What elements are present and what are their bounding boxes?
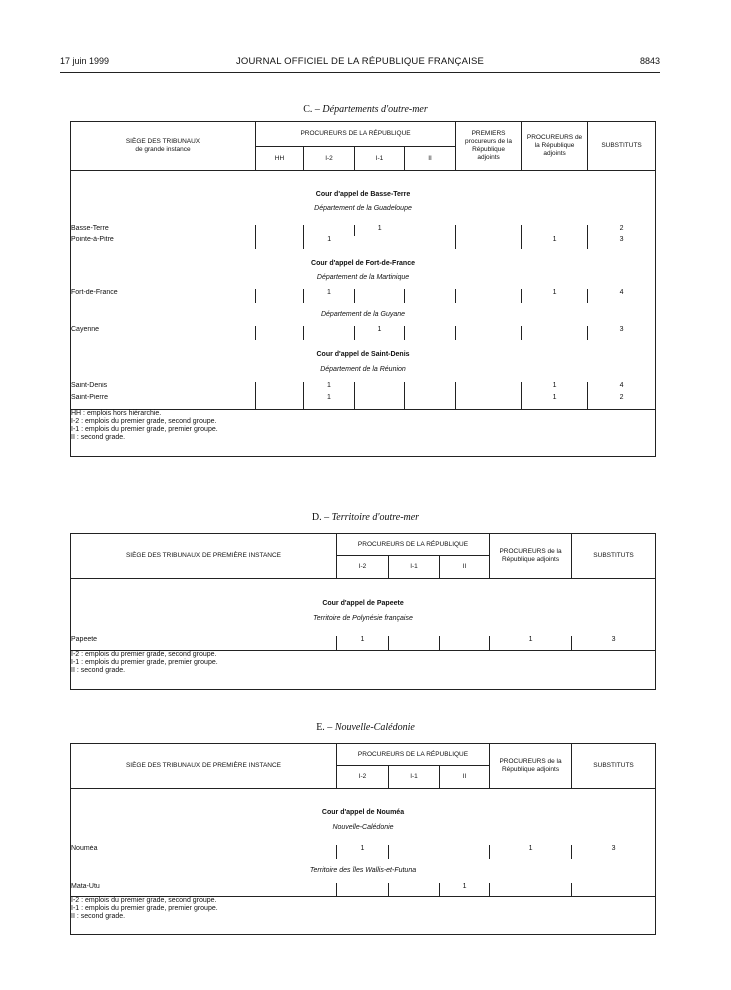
row-name: Papeete [71, 635, 98, 643]
row-name: Basse-Terre [71, 224, 109, 232]
col-i2: I-2 [337, 556, 389, 579]
row-name: Fort-de-France [71, 288, 118, 296]
cell-adj: 1 [522, 289, 588, 303]
court-saint-denis-label: Cour d'appel de Saint-Denis [316, 350, 410, 358]
col-substituts: SUBSTITUTS [572, 744, 656, 789]
table-e [70, 743, 656, 935]
cell-i2: 1 [304, 394, 355, 410]
col-i2: I-2 [304, 147, 355, 171]
note-line: I-2 : emplois du premier grade, second groupe. [71, 897, 217, 904]
section-c-title [0, 104, 731, 115]
note-line: II : second grade. [71, 667, 126, 674]
cell-adj: 1 [522, 382, 588, 394]
notes-c [71, 410, 656, 457]
court-fort-de-france [71, 249, 656, 267]
cell-sub: 4 [588, 289, 656, 303]
table-row [71, 382, 656, 394]
court-fort-de-france-label: Cour d'appel de Fort-de-France [311, 259, 415, 267]
col-i2: I-2 [337, 766, 389, 789]
cell-sub: 3 [588, 326, 656, 340]
cell-i2: 1 [304, 382, 355, 394]
col-ii: II [405, 147, 456, 171]
note-line: I-1 : emplois du premier grade, premier groupe. [71, 905, 218, 912]
row-name: Saint-Pierre [71, 393, 108, 401]
table-row [71, 845, 656, 859]
notes-e [71, 897, 656, 935]
cell-i2: 1 [337, 845, 389, 859]
section-d-title-text: Territoire d'outre-mer [331, 512, 420, 523]
court-papeete-label: Cour d'appel de Papeete [322, 599, 404, 607]
col-siege-label: SIÈGE DES TRIBUNAUX [125, 138, 201, 146]
col-i1: I-1 [389, 766, 440, 789]
note-line: I-2 : emplois du premier grade, second groupe. [71, 651, 217, 658]
col-adjoints: PROCUREURS de la République adjoints [490, 534, 572, 579]
note-line: II : second grade. [71, 434, 126, 441]
dept-polynesie: Territoire de Polynésie française [313, 614, 413, 622]
section-e-title [0, 722, 731, 733]
col-substituts: SUBSTITUTS [572, 534, 656, 579]
table-d [70, 533, 656, 690]
dept-wallis-futuna: Territoire des îles Wallis-et-Futuna [309, 867, 417, 874]
header-date: 17 juin 1999 [60, 56, 110, 66]
court-noumea [71, 809, 656, 824]
cell-sub: 2 [588, 394, 656, 410]
court-basse-terre [71, 191, 656, 205]
court-saint-denis [71, 340, 656, 358]
cell-i2: 1 [337, 636, 389, 651]
court-basse-terre-label: Cour d'appel de Basse-Terre [315, 190, 411, 198]
col-adjoints: PROCUREURS de la République adjoints [490, 744, 572, 789]
note-line: II : second grade. [71, 913, 126, 920]
cell-adj: 1 [490, 636, 572, 651]
table-row [71, 236, 656, 249]
section-d-prefix: D. – [311, 512, 332, 523]
dept-martinique: Département de la Martinique [316, 274, 410, 281]
section-e-title-text: Nouvelle-Calédonie [334, 722, 415, 733]
col-adjoints: PROCUREURS de la République adjoints [522, 122, 588, 171]
col-siege: SIÈGE DES TRIBUNAUX DE PREMIÈRE INSTANCE [71, 534, 337, 579]
row-name: Pointe-à-Pitre [71, 235, 114, 243]
dept-reunion: Département de la Réunion [320, 366, 406, 373]
col-procureurs: PROCUREURS DE LA RÉPUBLIQUE [337, 744, 490, 766]
cell-sub: 2 [588, 225, 656, 236]
cell-sub: 3 [572, 845, 656, 859]
section-e-prefix: E. – [316, 722, 335, 733]
col-i1: I-1 [355, 147, 405, 171]
note-line: I-1 : emplois du premier grade, premier groupe. [71, 426, 218, 433]
col-siege: SIÈGE DES TRIBUNAUX DE PREMIÈRE INSTANCE [71, 744, 337, 789]
court-noumea-label: Cour d'appel de Nouméa [321, 808, 405, 816]
col-premiers: PREMIERS procureurs de la République adjoints [456, 122, 522, 171]
cell-adj: 1 [490, 845, 572, 859]
cell-i1: 1 [355, 225, 405, 236]
court-papeete [71, 600, 656, 615]
section-c-title-text: Départements d'outre-mer [322, 104, 428, 115]
page-header [60, 56, 660, 73]
header-title: JOURNAL OFFICIEL DE LA RÉPUBLIQUE FRANÇAISE [235, 56, 485, 67]
cell-i2: 1 [304, 236, 355, 249]
section-c-prefix: C. – [303, 104, 323, 115]
cell-adj: 1 [522, 394, 588, 410]
table-row [71, 289, 656, 303]
col-i1: I-1 [389, 556, 440, 579]
col-ii: II [440, 766, 490, 789]
row-name: Saint-Denis [71, 381, 108, 389]
cell-i1: 1 [355, 326, 405, 340]
header-page-number: 8843 [639, 56, 660, 66]
row-name: Mata-Utu [71, 882, 100, 890]
cell-sub: 3 [572, 636, 656, 651]
row-name: Nouméa [71, 844, 98, 852]
table-row [71, 636, 656, 651]
table-row [71, 883, 656, 897]
note-line: I-1 : emplois du premier grade, premier groupe. [71, 659, 218, 666]
table-c [70, 121, 656, 457]
note-line: I-2 : emplois du premier grade, second groupe. [71, 418, 217, 425]
table-row [71, 394, 656, 410]
col-siege [71, 122, 256, 171]
table-row [71, 326, 656, 340]
table-row [71, 225, 656, 236]
col-siege-sub: de grande instance [135, 146, 191, 153]
col-substituts: SUBSTITUTS [588, 122, 656, 171]
note-line: HH : emplois hors hiérarchie. [71, 410, 162, 417]
cell-i2: 1 [304, 289, 355, 303]
cell-adj: 1 [522, 236, 588, 249]
col-ii: II [440, 556, 490, 579]
cell-sub: 3 [588, 236, 656, 249]
section-d-title [0, 512, 731, 523]
row-name: Cayenne [71, 325, 100, 333]
col-hh: HH [256, 147, 304, 171]
cell-sub: 4 [588, 382, 656, 394]
notes-d [71, 651, 656, 690]
dept-guyane: Département de la Guyane [320, 310, 406, 318]
dept-guadeloupe: Département de la Guadeloupe [314, 204, 412, 212]
cell-ii: 1 [440, 883, 490, 897]
dept-nouvelle-caledonie: Nouvelle-Calédonie [332, 823, 394, 831]
col-procureurs: PROCUREURS DE LA RÉPUBLIQUE [337, 534, 490, 556]
col-procureurs: PROCUREURS DE LA RÉPUBLIQUE [256, 122, 456, 147]
